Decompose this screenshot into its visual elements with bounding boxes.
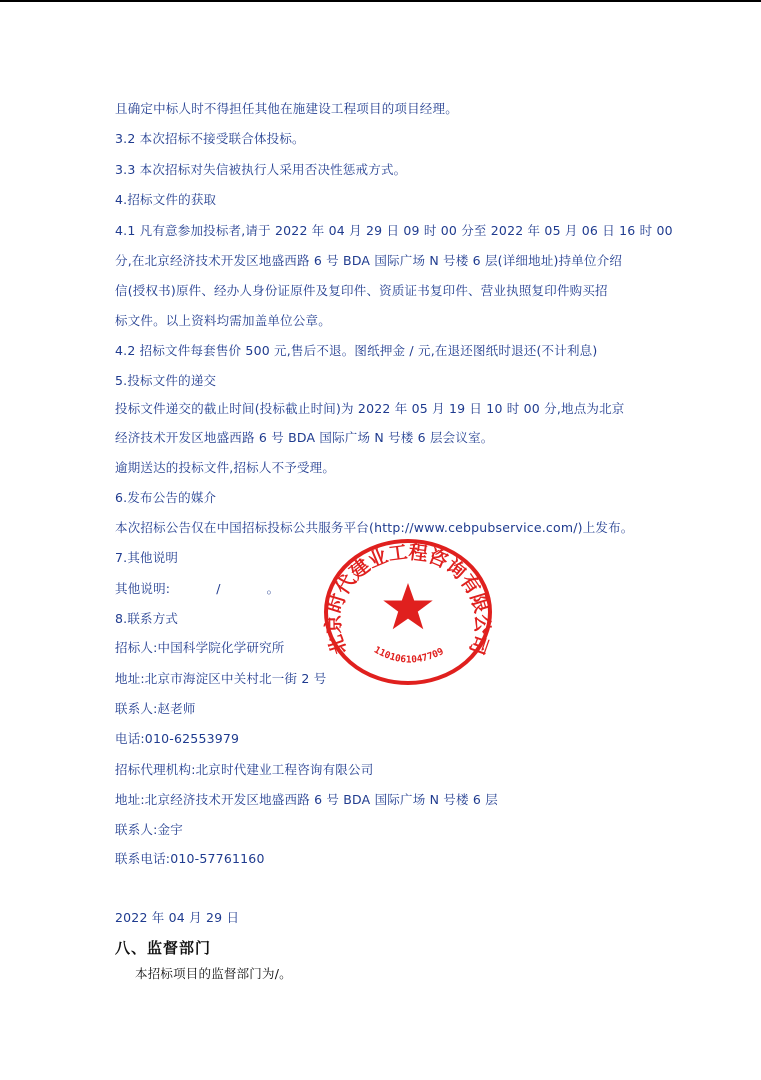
text-line: 招标代理机构:北京时代建业工程咨询有限公司 [115,762,374,777]
text-line: 4.2 招标文件每套售价 500 元,售后不退。图纸押金 / 元,在退还图纸时退还(不计利息) [115,343,598,358]
text-line: 经济技术开发区地盛西路 6 号 BDA 国际广场 N 号楼 6 层会议室。 [115,430,494,445]
text-line: 信(授权书)原件、经办人身份证原件及复印件、资质证书复印件、营业执照复印件购买招 [115,283,608,298]
section-heading-8: 8.联系方式 [115,611,179,626]
text-line: 本次招标公告仅在中国招标投标公共服务平台(http://www.cebpubservice.com/)上发布。 [115,520,634,535]
other-notes-end: 。 [266,581,280,596]
supervision-body: 本招标项目的监督部门为/。 [135,966,292,981]
text-line: 联系人:金宇 [115,822,183,837]
text-line: 投标文件递交的截止时间(投标截止时间)为 2022 年 05 月 19 日 10 时 00 分,地点为北京 [115,401,625,416]
text-line: 地址:北京市海淀区中关村北一街 2 号 [115,671,327,686]
text-line: 3.3 本次招标对失信被执行人采用否决性惩戒方式。 [115,162,407,177]
text-line: 招标人:中国科学院化学研究所 [115,640,285,655]
seal-code-path: 1101061047709 [371,644,446,666]
section-heading-7: 7.其他说明 [115,550,179,565]
text-line: 电话:010-62553979 [115,731,240,746]
text-line: 逾期送达的投标文件,招标人不予受理。 [115,460,336,475]
other-notes-line [115,581,279,597]
section-heading-6: 6.发布公告的媒介 [115,490,217,505]
company-seal [322,537,494,687]
section-title-supervision: 八、监督部门 [115,939,212,957]
seal-org-path: 北京时代建业工程咨询有限公司 [322,541,494,658]
text-line: 且确定中标人时不得担任其他在施建设工程项目的项目经理。 [115,101,458,116]
text-line: 联系电话:010-57761160 [115,851,265,866]
text-line: 联系人:赵老师 [115,701,196,716]
text-line: 地址:北京经济技术开发区地盛西路 6 号 BDA 国际广场 N 号楼 6 层 [115,792,498,807]
section-heading-4: 4.招标文件的获取 [115,192,217,207]
text-line: 4.1 凡有意参加投标者,请于 2022 年 04 月 29 日 09 时 00 分至 2022 年 05 月 06 日 16 时 00 [115,223,673,238]
text-line: 分,在北京经济技术开发区地盛西路 6 号 BDA 国际广场 N 号楼 6 层(详细地址)持单位介绍 [115,253,623,268]
text-line: 3.2 本次招标不接受联合体投标。 [115,131,305,146]
page-top-border [0,0,761,2]
seal-code-text [372,645,446,666]
section-heading-5: 5.投标文件的递交 [115,373,217,388]
text-line: 标文件。以上资料均需加盖单位公章。 [115,313,331,328]
other-notes-value: / [216,581,221,596]
seal-star-icon [383,583,432,629]
document-date: 2022 年 04 月 29 日 [115,910,240,925]
other-notes-label: 其他说明: [115,581,171,596]
